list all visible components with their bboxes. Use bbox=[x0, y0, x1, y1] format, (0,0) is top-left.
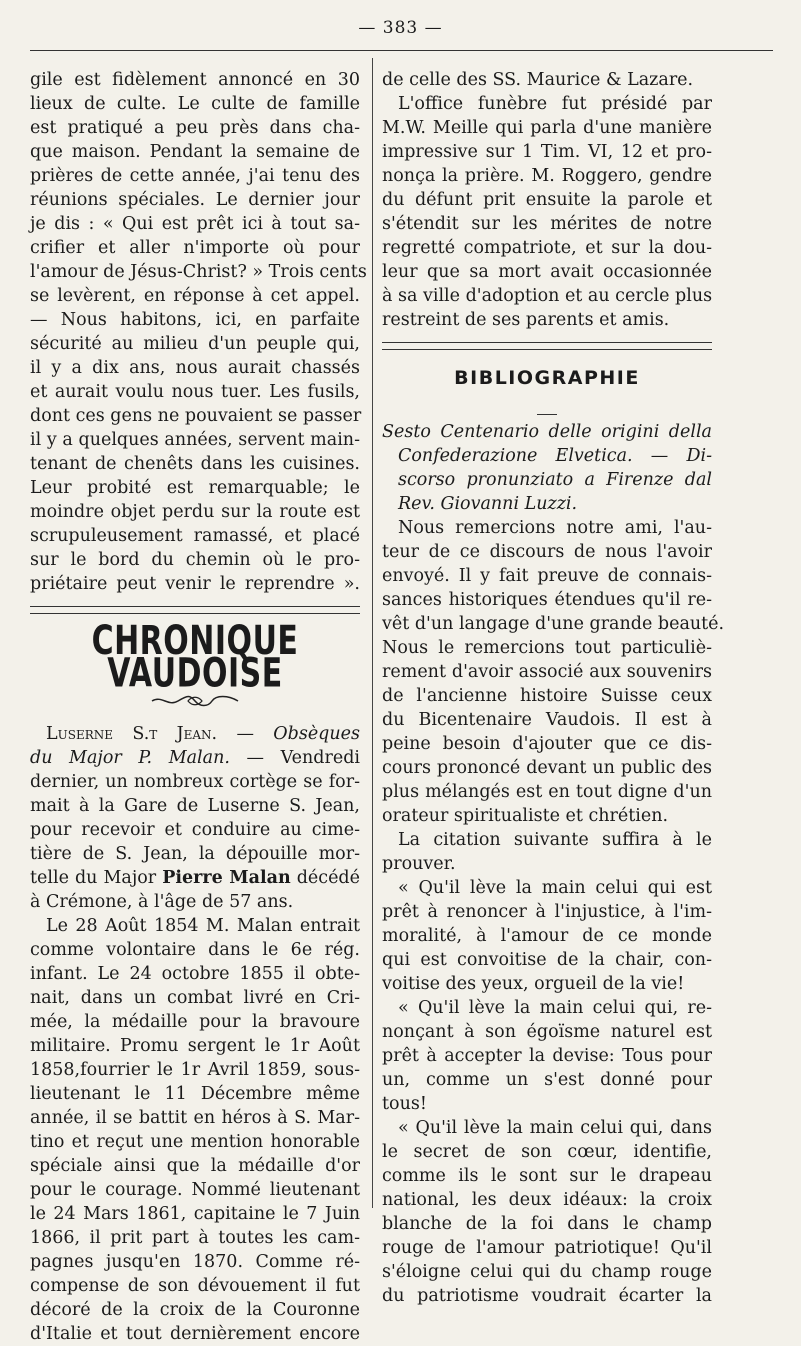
letter-line: dont ces gens ne pouvaient se passer bbox=[30, 406, 362, 426]
article-headline: Luserne S.t Jean. — Obsèques bbox=[46, 724, 360, 744]
letter-line: tenant de chenêts dans les cuisines. bbox=[30, 454, 360, 474]
obituary-line: du défunt prit ensuite la parole et bbox=[382, 190, 712, 210]
review-line: vêt d'un langage d'une grande beauté. bbox=[382, 614, 725, 634]
review-line: qui est convoitise de la chair, con- bbox=[382, 950, 712, 970]
review-line: envoyé. Il y fait preuve de connais- bbox=[382, 566, 712, 586]
section-title-bibliographie: BIBLIOGRAPHIE bbox=[454, 367, 640, 389]
review-line: le secret de son cœur, identifie, bbox=[382, 1142, 712, 1162]
review-line: « Qu'il lève la main celui qui, re- bbox=[398, 998, 712, 1018]
letter-line: que maison. Pendant la semaine de bbox=[30, 142, 360, 162]
obituary-line: nonça la prière. M. Roggero, gendre bbox=[382, 166, 712, 186]
letter-line: priétaire peut venir le reprendre ». bbox=[30, 574, 360, 594]
review-line: prêt à accepter la devise: Tous pour bbox=[382, 1046, 712, 1066]
letter-line: crifier et aller n'importe où pour bbox=[30, 238, 360, 258]
review-line: peine besoin d'ajouter que ce dis- bbox=[382, 734, 712, 754]
letter-line: moindre objet perdu sur la route est bbox=[30, 502, 360, 522]
review-line: prêt à renoncer à l'injustice, à l'im- bbox=[382, 902, 712, 922]
article-subject: Obsèques bbox=[273, 724, 360, 744]
article-line: d'Italie et tout dernièrement encore bbox=[30, 1324, 360, 1344]
review-line: rement d'avoir associé aux souvenirs bbox=[382, 662, 712, 682]
letter-line: il y a quelques années, servent main- bbox=[30, 430, 360, 450]
letter-line: et aurait voulu nous tuer. Les fusils, bbox=[30, 382, 360, 402]
article-line: tino et reçut une mention honorable bbox=[30, 1132, 360, 1152]
review-line: teur de ce discours de nous l'avoir bbox=[382, 542, 712, 562]
article-line: à Crémone, à l'âge de 57 ans. bbox=[30, 892, 294, 912]
letter-line: réunions spéciales. Le dernier jour bbox=[30, 190, 360, 210]
letter-line: l'amour de Jésus-Christ? » Trois cents bbox=[30, 262, 367, 282]
article-line: 1858,fourrier le 1r Avril 1859, sous- bbox=[30, 1060, 360, 1080]
article-line: compense de son dévouement il fut bbox=[30, 1276, 360, 1296]
letter-line: il y a dix ans, nous aurait chassés bbox=[30, 358, 360, 378]
article-line: dernier, un nombreux cortège se for- bbox=[30, 772, 360, 792]
article-place: Luserne S.t Jean. bbox=[46, 724, 218, 744]
letter-line: sécurité au milieu d'un peuple qui, bbox=[30, 334, 360, 354]
article-line: mée, la médaille pour la bravoure bbox=[30, 1012, 360, 1032]
review-line: Nous le remercions tout particuliè- bbox=[382, 638, 712, 658]
review-line: comme ils le sont sur le drapeau bbox=[382, 1166, 712, 1186]
obituary-line: s'étendit sur les mérites de notre bbox=[382, 214, 712, 234]
article-line: pagnes jusqu'en 1870. Comme ré- bbox=[30, 1252, 360, 1272]
article-continuation bbox=[382, 68, 712, 332]
section-rule-2 bbox=[382, 342, 712, 350]
article-line: Le 28 Août 1854 M. Malan entrait bbox=[46, 916, 360, 936]
review-line: national, les deux idéaux: la croix bbox=[382, 1190, 712, 1210]
article-line: telle du Major Pierre Malan décédé bbox=[30, 868, 360, 888]
review-line: plus mélangés est en tout digne d'un bbox=[382, 782, 712, 802]
article-line: mait à la Gare de Luserne S. Jean, bbox=[30, 796, 360, 816]
review-line: tous! bbox=[382, 1094, 427, 1114]
left-column bbox=[30, 68, 367, 1346]
obituary-line: restreint de ses parents et amis. bbox=[382, 310, 670, 330]
review-line: rouge de l'amour patriotique! Qu'il bbox=[382, 1238, 712, 1258]
review-line: un, comme un s'est donné pour bbox=[382, 1070, 712, 1090]
review-line: de l'ancienne histoire Suisse ceux bbox=[382, 686, 712, 706]
article-line: militaire. Promu sergent le 1r Août bbox=[30, 1036, 360, 1056]
obituary-line: de celle des SS. Maurice & Lazare. bbox=[382, 70, 694, 90]
letter-continuation bbox=[30, 68, 367, 596]
article-body bbox=[30, 770, 360, 1346]
article-line: spéciale ainsi que la médaille d'or bbox=[30, 1156, 360, 1176]
review-line: moralité, à l'amour de ce monde bbox=[382, 926, 712, 946]
review-line: sances historiques étendues qu'il re- bbox=[382, 590, 712, 610]
article-malan bbox=[30, 722, 360, 1346]
book-ref-line: Sesto Centenario delle origini della bbox=[382, 422, 712, 442]
person-name: Pierre Malan bbox=[162, 868, 291, 888]
letter-line: je dis : « Qui est prêt ici à tout sa- bbox=[30, 214, 360, 234]
review-line: cours prononcé devant un public des bbox=[382, 758, 712, 778]
article-line: lieutenant le 11 Décembre même bbox=[30, 1084, 360, 1104]
book-ref-line: scorso pronunziato a Firenze dal bbox=[398, 470, 712, 490]
review-line: du patriotisme voudrait écarter la bbox=[382, 1286, 712, 1306]
review-line: Nous remercions notre ami, l'au- bbox=[398, 518, 712, 538]
article-line: pour recevoir et conduire au cime- bbox=[30, 820, 360, 840]
letter-line: lieux de culte. Le culte de famille bbox=[30, 94, 360, 114]
letter-line: scrupuleusement ramassé, et placé bbox=[30, 526, 360, 546]
obituary-line: regretté compatriote, et sur la dou- bbox=[382, 238, 712, 258]
right-column bbox=[382, 68, 725, 1308]
letter-line: gile est fidèlement annoncé en 30 bbox=[30, 70, 360, 90]
review-line: « Qu'il lève la main celui qui, dans bbox=[398, 1118, 712, 1138]
letter-line: prières de cette année, j'ai tenu des bbox=[30, 166, 360, 186]
review-line: voitise des yeux, orgueil de la vie! bbox=[382, 974, 685, 994]
obituary-line: impressive sur 1 Tim. VI, 12 et pro- bbox=[382, 142, 712, 162]
letter-line: Leur probité est remarquable; le bbox=[30, 478, 360, 498]
article-line: année, il se battit en héros à S. Mar- bbox=[30, 1108, 360, 1128]
review-body bbox=[382, 516, 725, 1308]
obituary-line: leur que sa mort avait occasionnée bbox=[382, 262, 712, 282]
section-rule bbox=[30, 606, 360, 614]
header-rule bbox=[30, 50, 773, 51]
title-dash bbox=[382, 398, 712, 412]
article-line: le 24 Mars 1861, capitaine le 7 Juin bbox=[30, 1204, 360, 1224]
article-line: pour le courage. Nommé lieutenant bbox=[30, 1180, 360, 1200]
book-reference bbox=[382, 420, 712, 516]
obituary-line: L'office funèbre fut présidé par bbox=[398, 94, 712, 114]
review-line: orateur spiritualiste et chrétien. bbox=[382, 806, 669, 826]
obituary-line: M.W. Meille qui parla d'une manière bbox=[382, 118, 712, 138]
article-line: comme volontaire dans le 6e rég. bbox=[30, 940, 360, 960]
review-line: blanche de la foi dans le champ bbox=[382, 1214, 712, 1234]
review-line: s'éloigne celui qui du champ rouge bbox=[382, 1262, 712, 1282]
article-line: 1866, il prit part à toutes les cam- bbox=[30, 1228, 360, 1248]
review-line: nonçant à son égoïsme naturel est bbox=[382, 1022, 712, 1042]
review-line: du Bicentenaire Vaudois. Il est à bbox=[382, 710, 712, 730]
column-divider bbox=[372, 58, 373, 1208]
letter-line: — Nous habitons, ici, en parfaite bbox=[30, 310, 360, 330]
obituary-line: à sa ville d'adoption et au cercle plus bbox=[382, 286, 713, 306]
letter-line: est pratiqué a peu près dans cha- bbox=[30, 118, 360, 138]
article-line: tière de S. Jean, la dépouille mor- bbox=[30, 844, 360, 864]
letter-line: se levèrent, en réponse à cet appel. bbox=[30, 286, 360, 306]
article-line: nait, dans un combat livré en Cri- bbox=[30, 988, 360, 1008]
section-title-chronique: CHRONIQUE VAUDOISE bbox=[91, 617, 299, 698]
page-number: — 383 — bbox=[358, 18, 443, 38]
article-line: décoré de la croix de la Couronne bbox=[30, 1300, 360, 1320]
review-line: « Qu'il lève la main celui qui est bbox=[398, 878, 712, 898]
book-ref-line: Rev. Giovanni Luzzi. bbox=[398, 494, 578, 514]
article-headline-2: du Major P. Malan. — Vendredi bbox=[30, 748, 360, 768]
review-line: prouver. bbox=[382, 854, 456, 874]
letter-line: sur le bord du chemin où le pro- bbox=[30, 550, 360, 570]
book-ref-line: Confederazione Elvetica. — Di- bbox=[398, 446, 712, 466]
article-line: infant. Le 24 octobre 1855 il obte- bbox=[30, 964, 360, 984]
review-line: La citation suivante suffira à le bbox=[398, 830, 712, 850]
